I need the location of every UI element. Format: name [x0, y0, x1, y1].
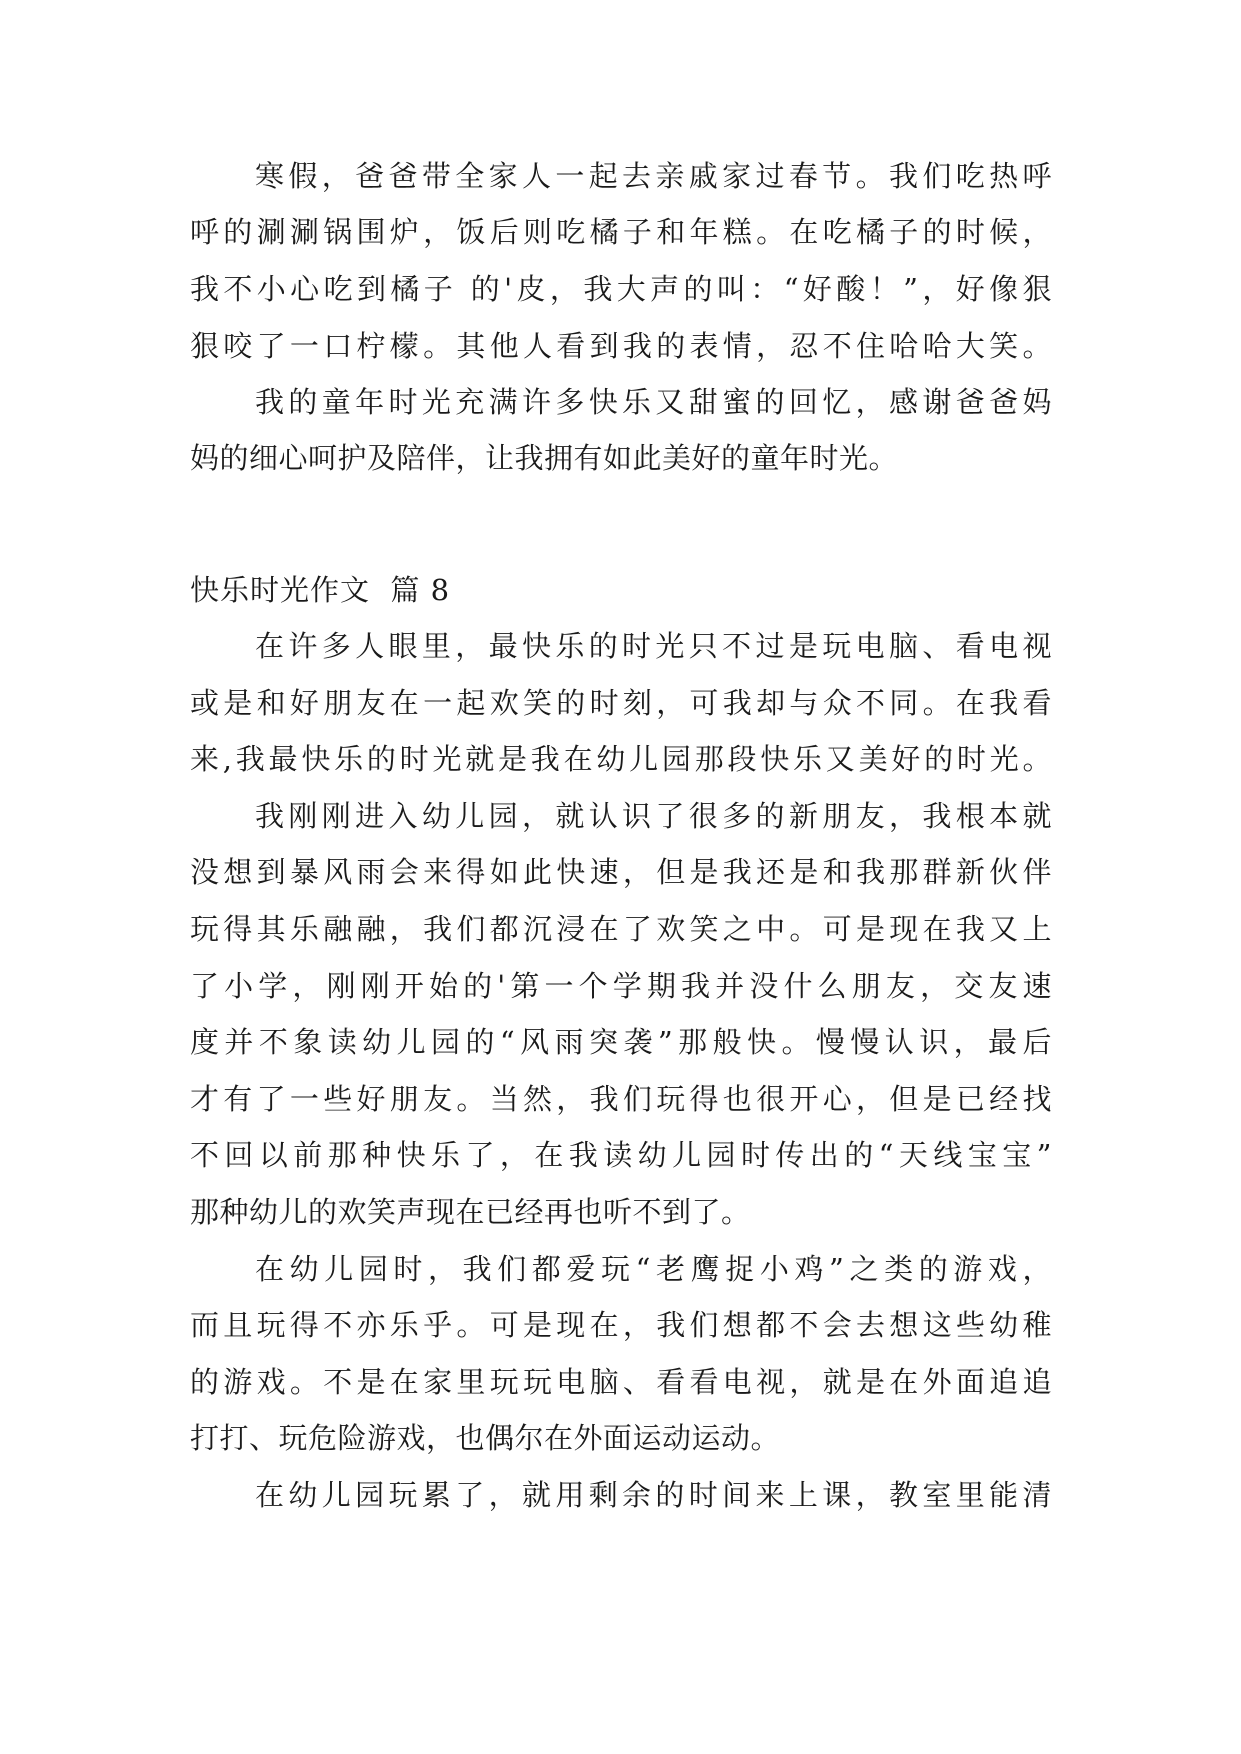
paragraph-2-line-1: 我的童年时光充满许多快乐又甜蜜的回忆，感谢爸爸妈	[255, 385, 1052, 419]
paragraph-5-line-3: 的游戏。不是在家里玩玩电脑、看看电视，就是在外面追追	[190, 1365, 1052, 1399]
paragraph-3-line-1: 在许多人眼里，最快乐的时光只不过是玩电脑、看电视	[255, 629, 1052, 663]
paragraph-1-line-2: 呼的涮涮锅围炉，饭后则吃橘子和年糕。在吃橘子的时候，	[190, 215, 1052, 249]
section-heading: 快乐时光作文 篇 8	[190, 573, 451, 607]
paragraph-4-line-6: 才有了一些好朋友。当然，我们玩得也很开心，但是已经找	[190, 1082, 1052, 1116]
paragraph-4-line-4: 了小学，刚刚开始的'第一个学期我并没什么朋友，交友速	[190, 969, 1052, 1003]
paragraph-1-line-1: 寒假，爸爸带全家人一起去亲戚家过春节。我们吃热呼	[255, 159, 1052, 193]
paragraph-4-line-5: 度并不象读幼儿园的“风雨突袭”那般快。慢慢认识，最后	[190, 1025, 1052, 1059]
paragraph-5-line-4: 打打、玩危险游戏，也偶尔在外面运动运动。	[190, 1421, 781, 1455]
paragraph-4-line-2: 没想到暴风雨会来得如此快速，但是我还是和我那群新伙伴	[190, 855, 1052, 889]
paragraph-6-line-1: 在幼儿园玩累了，就用剩余的时间来上课，教室里能清	[255, 1478, 1052, 1512]
paragraph-4-line-7: 不回以前那种快乐了，在我读幼儿园时传出的“天线宝宝”	[190, 1138, 1052, 1172]
paragraph-5-line-1: 在幼儿园时，我们都爱玩“老鹰捉小鸡”之类的游戏，	[255, 1252, 1052, 1286]
paragraph-2-line-2: 妈的细心呵护及陪伴，让我拥有如此美好的童年时光。	[190, 441, 899, 475]
paragraph-4-line-1: 我刚刚进入幼儿园，就认识了很多的新朋友，我根本就	[255, 799, 1052, 833]
paragraph-4-line-3: 玩得其乐融融，我们都沉浸在了欢笑之中。可是现在我又上	[190, 912, 1052, 946]
paragraph-4-line-8: 那种幼儿的欢笑声现在已经再也听不到了。	[190, 1195, 751, 1229]
paragraph-3-line-2: 或是和好朋友在一起欢笑的时刻，可我却与众不同。在我看	[190, 686, 1052, 720]
paragraph-3-line-3: 来,我最快乐的时光就是我在幼儿园那段快乐又美好的时光。	[190, 742, 1052, 776]
paragraph-5-line-2: 而且玩得不亦乐乎。可是现在，我们想都不会去想这些幼稚	[190, 1308, 1052, 1342]
paragraph-1-line-3: 我不小心吃到橘子 的'皮，我大声的叫：“好酸！”，好像狠	[190, 272, 1052, 306]
paragraph-1-line-4: 狠咬了一口柠檬。其他人看到我的表情，忍不住哈哈大笑。	[190, 329, 1052, 363]
